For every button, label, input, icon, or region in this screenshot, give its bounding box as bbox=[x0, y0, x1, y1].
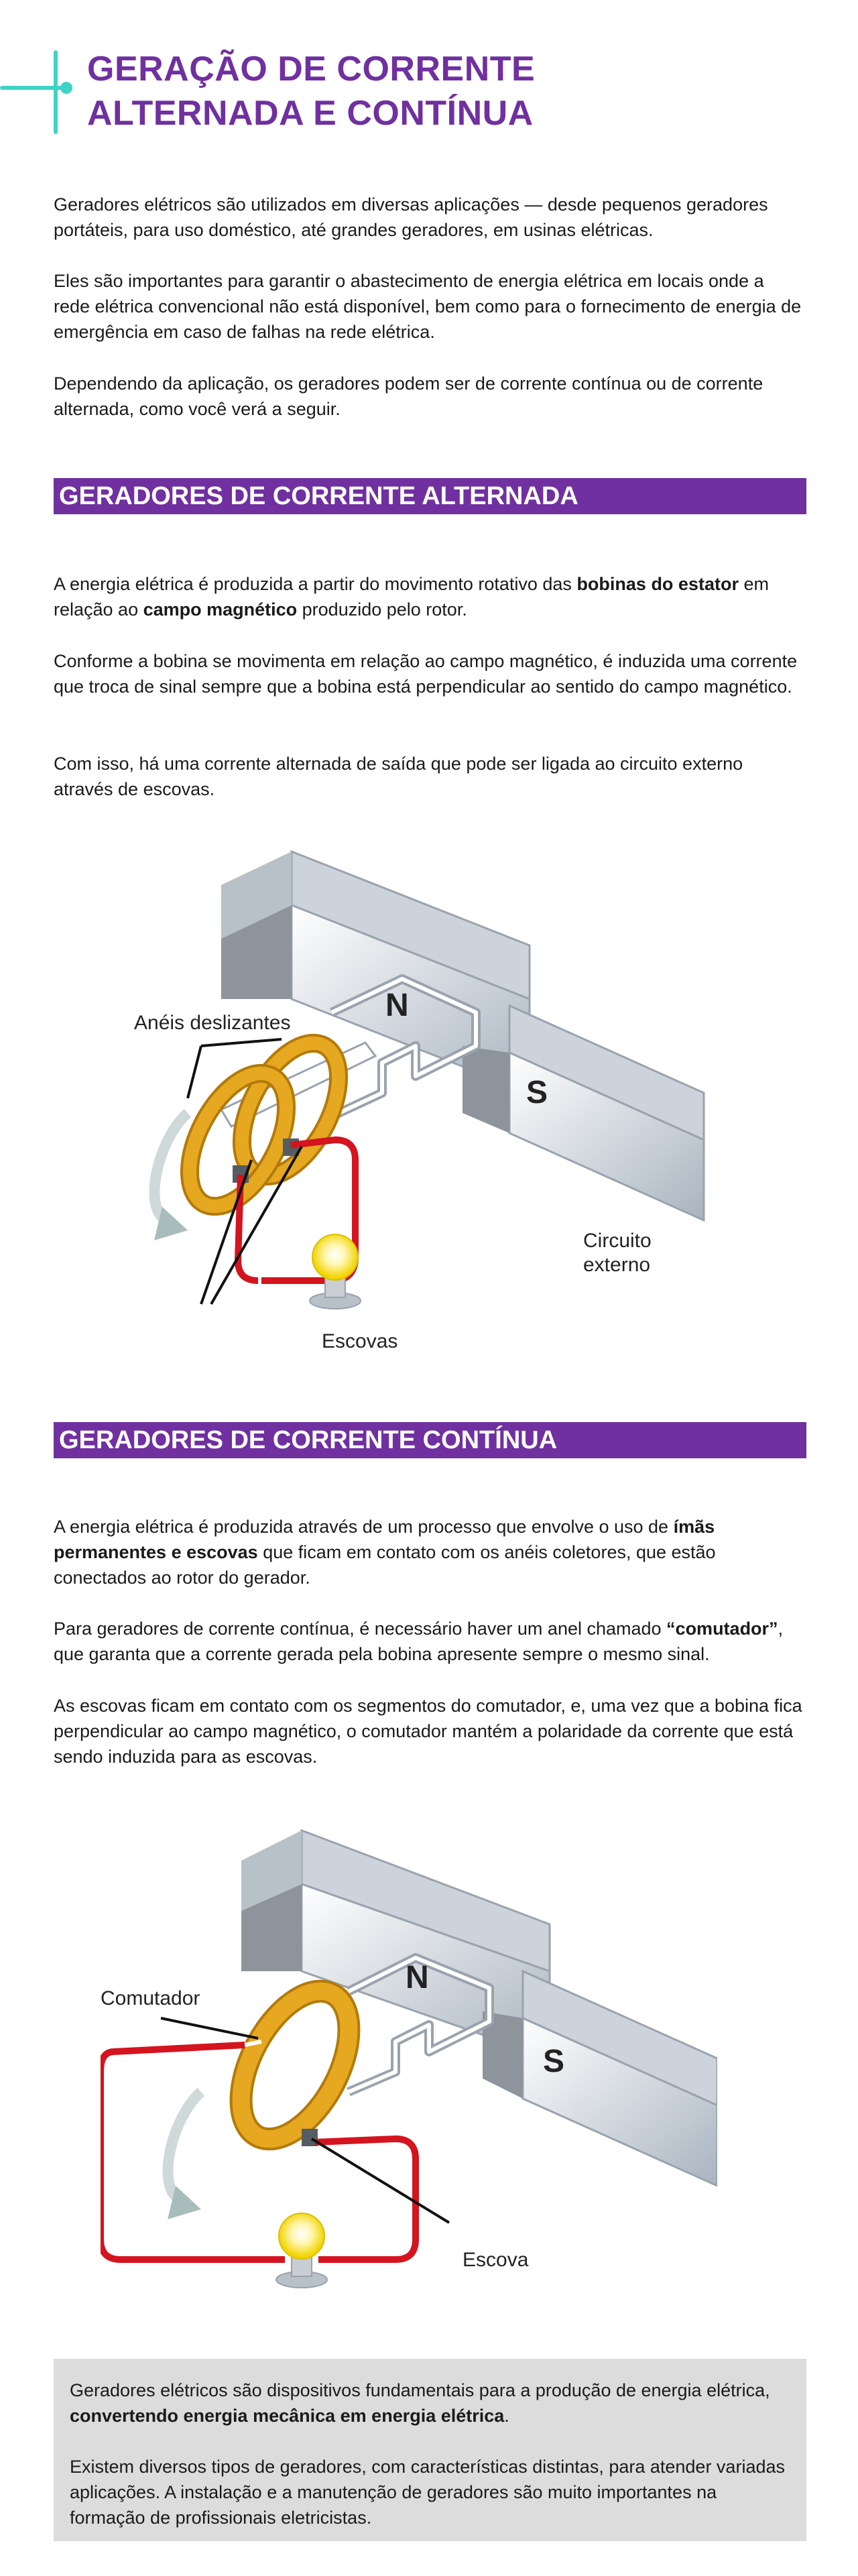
ac-p1-bold-field: campo magnético bbox=[143, 599, 298, 620]
ac-paragraph-1 bbox=[54, 571, 804, 622]
intro-paragraph-2: Eles são importantes para garantir o abastecimento de energia elétrica em locais onde a rede elétrica convencional não está disponível, bem como para o fornecimento de energia de emergência em caso de falhas na rede elétrica. bbox=[54, 271, 802, 342]
pole-s-label: S bbox=[543, 2044, 565, 2079]
dc-p1-text-c: que ficam em contato com os anéis coletores, que estão conectados ao rotor do gerador. bbox=[54, 1542, 716, 1588]
dc-p2-text-c: , que garanta que a corrente gerada pela bobina apresente sempre o mesmo sinal. bbox=[54, 1619, 784, 1664]
label-brush: Escova bbox=[463, 2249, 529, 2271]
label-external-circuit-1: Circuito bbox=[583, 1230, 652, 1252]
accent-dot bbox=[60, 82, 72, 94]
pole-n-label: N bbox=[385, 988, 409, 1023]
ac-p1-text-c: em relação ao bbox=[54, 574, 769, 620]
accent-line-vertical bbox=[54, 50, 58, 134]
summary-paragraph-1 bbox=[70, 2378, 790, 2428]
pole-n-label: N bbox=[406, 1960, 429, 1995]
dc-p2-text-a: Para geradores de corrente contínua, é necessário haver um anel chamado bbox=[54, 1619, 667, 1639]
light-bulb bbox=[276, 2213, 327, 2288]
section-heading-dc: GERADORES DE CORRENTE CONTÍNUA bbox=[54, 1422, 806, 1458]
light-bulb bbox=[310, 1234, 361, 1309]
label-commutator: Comutador bbox=[101, 1987, 200, 2009]
ac-p1-text-a: A energia elétrica é produzida a partir do movimento rotativo das bbox=[54, 574, 577, 594]
ac-paragraph-2: Conforme a bobina se movimenta em relação ao campo magnético, é induzida uma corrente que troca de sinal sempre que a bobina está perpendicular ao sentido do campo magnético. bbox=[54, 651, 798, 697]
summary-p1-text-c: . bbox=[504, 2406, 509, 2426]
commutator bbox=[219, 1974, 371, 2157]
dc-p1-text-a: A energia elétrica é produzida através de um processo que envolve o uso de bbox=[54, 1517, 674, 1537]
summary-p1-text-a: Geradores elétricos são dispositivos fundamentais para a produção de energia elétrica, bbox=[70, 2380, 770, 2400]
ac-generator-diagram bbox=[101, 845, 717, 1368]
pole-s-label: S bbox=[526, 1075, 548, 1110]
external-circuit-wire-1 bbox=[101, 2045, 285, 2260]
ac-p1-text-e: produzido pelo rotor. bbox=[297, 599, 467, 620]
summary-p1-bold: convertendo energia mecânica em energia elétrica bbox=[70, 2406, 505, 2426]
dc-p2-bold-commutator: “comutador” bbox=[666, 1619, 778, 1639]
page-title-line-2: ALTERNADA E CONTÍNUA bbox=[87, 94, 534, 133]
ac-paragraph-3: Com isso, há uma corrente alternada de saída que pode ser ligada ao circuito externo através de escovas. bbox=[54, 754, 743, 799]
label-slip-rings: Anéis deslizantes bbox=[134, 1012, 291, 1034]
dc-paragraph-1 bbox=[54, 1514, 804, 1590]
dc-paragraph-2 bbox=[54, 1616, 804, 1667]
dc-generator-diagram bbox=[101, 1824, 717, 2293]
rotation-arrow-icon bbox=[168, 2092, 201, 2219]
intro-paragraph-3: Dependendo da aplicação, os geradores podem ser de corrente contínua ou de corrente alternada, como você verá a seguir. bbox=[54, 373, 763, 419]
section-heading-ac: GERADORES DE CORRENTE ALTERNADA bbox=[54, 478, 806, 514]
dc-p1-bold-magnets: ímãs permanentes e escovas bbox=[54, 1517, 715, 1562]
external-circuit-wire-2 bbox=[315, 2139, 416, 2260]
intro-paragraph-1: Geradores elétricos são utilizados em diversas aplicações — desde pequenos geradores portáteis, para uso doméstico, até grandes geradores, em usinas elétricas. bbox=[54, 194, 768, 240]
summary-paragraph-2: Existem diversos tipos de geradores, com características distintas, para atender variadas aplicações. A instalação e a manutenção de geradores são muito importantes na formação de profissionais eletricistas. bbox=[70, 2457, 785, 2528]
label-brushes: Escovas bbox=[322, 1330, 398, 1352]
dc-paragraph-3: As escovas ficam em contato com os segmentos do comutador, e, uma vez que a bobina fica perpendicular ao campo magnético, o comutador mantém a polaridade da corrente que está sendo induzida para as escovas. bbox=[54, 1696, 802, 1767]
summary-box bbox=[54, 2359, 806, 2541]
label-external-circuit-2: externo bbox=[583, 1254, 651, 1276]
page-title-line-1: GERAÇÃO DE CORRENTE bbox=[87, 50, 536, 89]
page-title bbox=[87, 47, 535, 135]
ac-p1-bold-stator: bobinas do estator bbox=[576, 574, 739, 594]
